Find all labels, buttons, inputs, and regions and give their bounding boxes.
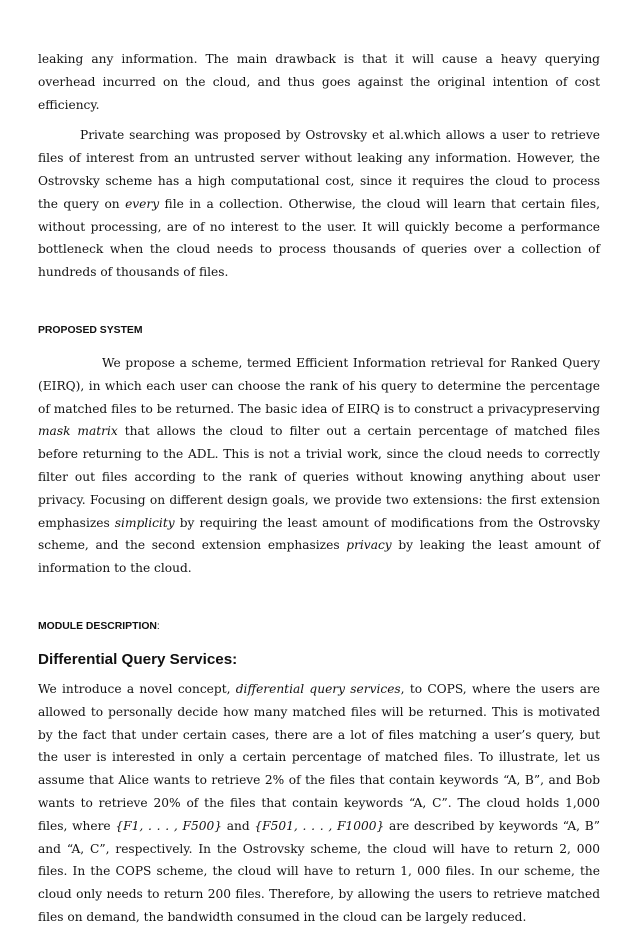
paragraph-text: leaking any information. The main drawback is that it will cause a heavy querying overhead incurred on the cloud, and thus goes against the original intention of cost efficiency. <box>38 52 600 112</box>
paragraph-text: file in a collection. Otherwise, the cloud will learn that certain files, without processing, are of no interest to the user. It will quickly become a performance bottleneck when the cloud needs to process thousands of queries over a collection of hundreds of thousands of files. <box>38 196 600 280</box>
emphasis-every: every <box>125 196 160 211</box>
emphasis-privacy: privacy <box>346 538 392 553</box>
heading-text: MODULE DESCRIPTION <box>38 620 157 632</box>
heading-module-description <box>38 620 600 634</box>
paragraph-text: by leaking the least amount of information to the cloud. <box>38 538 600 576</box>
emphasis-simplicity: simplicity <box>114 515 175 530</box>
paragraph-text: and <box>221 818 255 833</box>
emphasis-differential-query-services: differential query services <box>235 681 401 696</box>
paragraph-private-searching <box>38 124 600 284</box>
paragraph-cost-efficiency <box>38 48 600 116</box>
paragraph-proposed-scheme <box>38 352 600 580</box>
paragraph-text: Private searching was proposed by Ostrovsky et al.which allows a user to retrieve files of interest from an untrusted server without leaking any information. However, the Ostrovsky scheme has a high computational cost, since it requires the cloud to process the query on <box>38 128 600 211</box>
paragraph-text: We propose a scheme, termed Efficient Information retrieval for Ranked Query (EIRQ), in which each user can choose the rank of his query to determine the percentage of matched files to be returned. The basic idea of EIRQ is to construct a privacypreserving <box>38 355 600 416</box>
emphasis-file-set-1: {F1, . . . , F500} <box>115 818 222 833</box>
paragraph-text: are described by keywords “A, B” and “A, C”, respectively. In the Ostrovsky scheme, the cloud will have to return 2, 000 files. In the COPS scheme, the cloud will have to return 1, 000 files. In our scheme, the cloud only needs to return 200 files. Therefore, by allowing the users to retrieve matched files on demand, the bandwidth consumed in the cloud can be largely reduced. <box>38 818 600 924</box>
paragraph-text: We introduce a novel concept, <box>38 681 236 696</box>
heading-colon: : <box>156 620 160 632</box>
emphasis-file-set-2: {F501, . . . , F1000} <box>254 818 385 833</box>
paragraph-text: that allows the cloud to filter out a certain percentage of matched files before returning to the ADL. This is not a trivial work, since the cloud needs to correctly filter out files according to the rank of queries without knowing anything about user privacy. Focusing on different design goals, we provide two extensions: the first extension emphasizes <box>38 424 600 530</box>
emphasis-mask-matrix: mask matrix <box>38 424 118 439</box>
heading-differential-query-services: Differential Query Services: <box>38 650 238 668</box>
paragraph-text: , to COPS, where the users are allowed to personally decide how many matched files will be returned. This is motivated by the fact that under certain cases, there are a lot of files matching a user’s query, but the user is interested in only a certain percentage of matched files. To illustrate, let us assume that Alice wants to retrieve 2% of the files that contain keywords “A, B”, and Bob wants to retrieve 20% of the files that contain keywords “A, C”. The cloud holds 1,000 files, where <box>38 681 600 833</box>
paragraph-differential-query <box>38 678 600 929</box>
paragraph-text: by requiring the least amount of modifications from the Ostrovsky scheme, and the second extension emphasizes <box>38 515 600 553</box>
heading-proposed-system: PROPOSED SYSTEM <box>38 324 143 336</box>
